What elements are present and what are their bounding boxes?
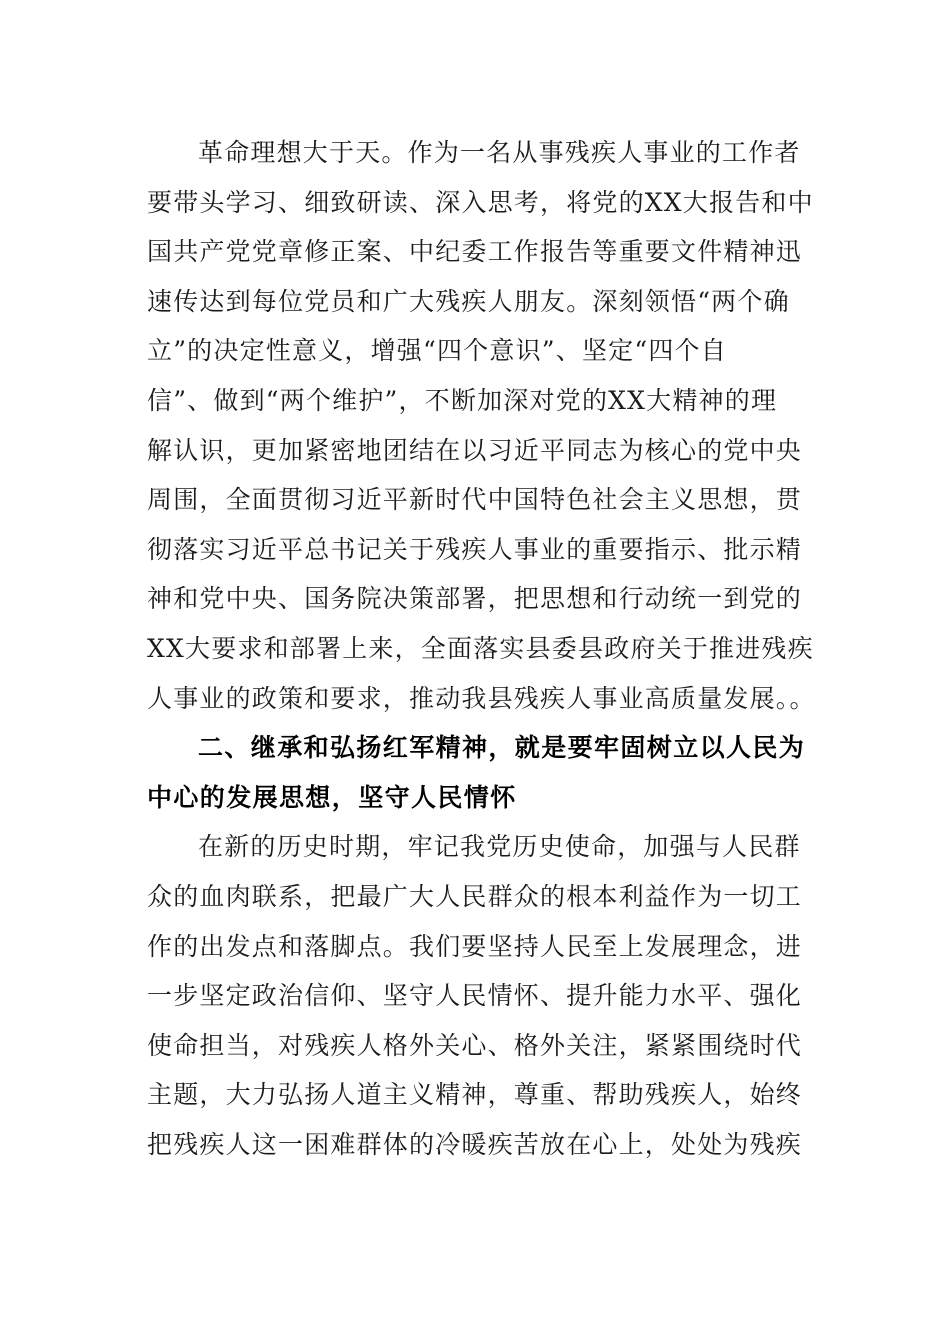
paragraph-line: 一步坚定政治信仰、坚守人民情怀、提升能力水平、强化	[147, 981, 803, 1011]
paragraph-line: 立”的决定性意义，增强“四个意识”、坚定“四个自	[147, 336, 727, 366]
paragraph-line: 革命理想大于天。作为一名从事残疾人事业的工作者	[198, 138, 801, 167]
paragraph-people-centered	[147, 822, 807, 1169]
paragraph-line: 把残疾人这一困难群体的冷暖疾苦放在心上，处处为残疾	[147, 1129, 803, 1159]
paragraph-line: 作的出发点和落脚点。我们要坚持人民至上发展理念，进	[147, 931, 803, 961]
section-heading-2	[147, 723, 807, 822]
paragraph-line: 解认识，更加紧密地团结在以习近平同志为核心的党中央	[147, 435, 803, 465]
paragraph-line: 信”、做到“两个维护”，不断加深对党的XX大精神的理	[147, 385, 778, 415]
paragraph-line: 神和党中央、国务院决策部署，把思想和行动统一到党的	[147, 584, 803, 614]
paragraph-line: 人事业的政策和要求，推动我县残疾人事业高质量发展。。	[147, 683, 816, 713]
paragraph-line: 国共产党党章修正案、中纪委工作报告等重要文件精神迅	[147, 237, 803, 267]
paragraph-line: 众的血肉联系，把最广大人民群众的根本利益作为一切工	[147, 881, 803, 911]
document-body	[147, 128, 816, 1169]
heading-line: 二、继承和弘扬红军精神，就是要牢固树立以人民为	[198, 733, 806, 763]
paragraph-line: 使命担当，对残疾人格外关心、格外关注，紧紧围绕时代	[147, 1030, 803, 1060]
paragraph-line: 主题，大力弘扬人道主义精神，尊重、帮助残疾人，始终	[147, 1080, 803, 1110]
paragraph-line: 在新的历史时期，牢记我党历史使命，加强与人民群	[198, 832, 801, 862]
paragraph-line: 彻落实习近平总书记关于残疾人事业的重要指示、批示精	[147, 534, 803, 564]
heading-line: 中心的发展思想，坚守人民情怀	[147, 782, 517, 812]
paragraph-line: 速传达到每位党员和广大残疾人朋友。深刻领悟“两个确	[147, 286, 790, 316]
paragraph-revolutionary-ideals	[147, 128, 816, 723]
paragraph-line: 周围，全面贯彻习近平新时代中国特色社会主义思想，贯	[147, 485, 803, 515]
paragraph-line: 要带头学习、细致研读、深入思考，将党的XX大报告和中	[147, 187, 814, 217]
paragraph-line: XX大要求和部署上来，全面落实县委县政府关于推进残疾	[147, 633, 814, 663]
